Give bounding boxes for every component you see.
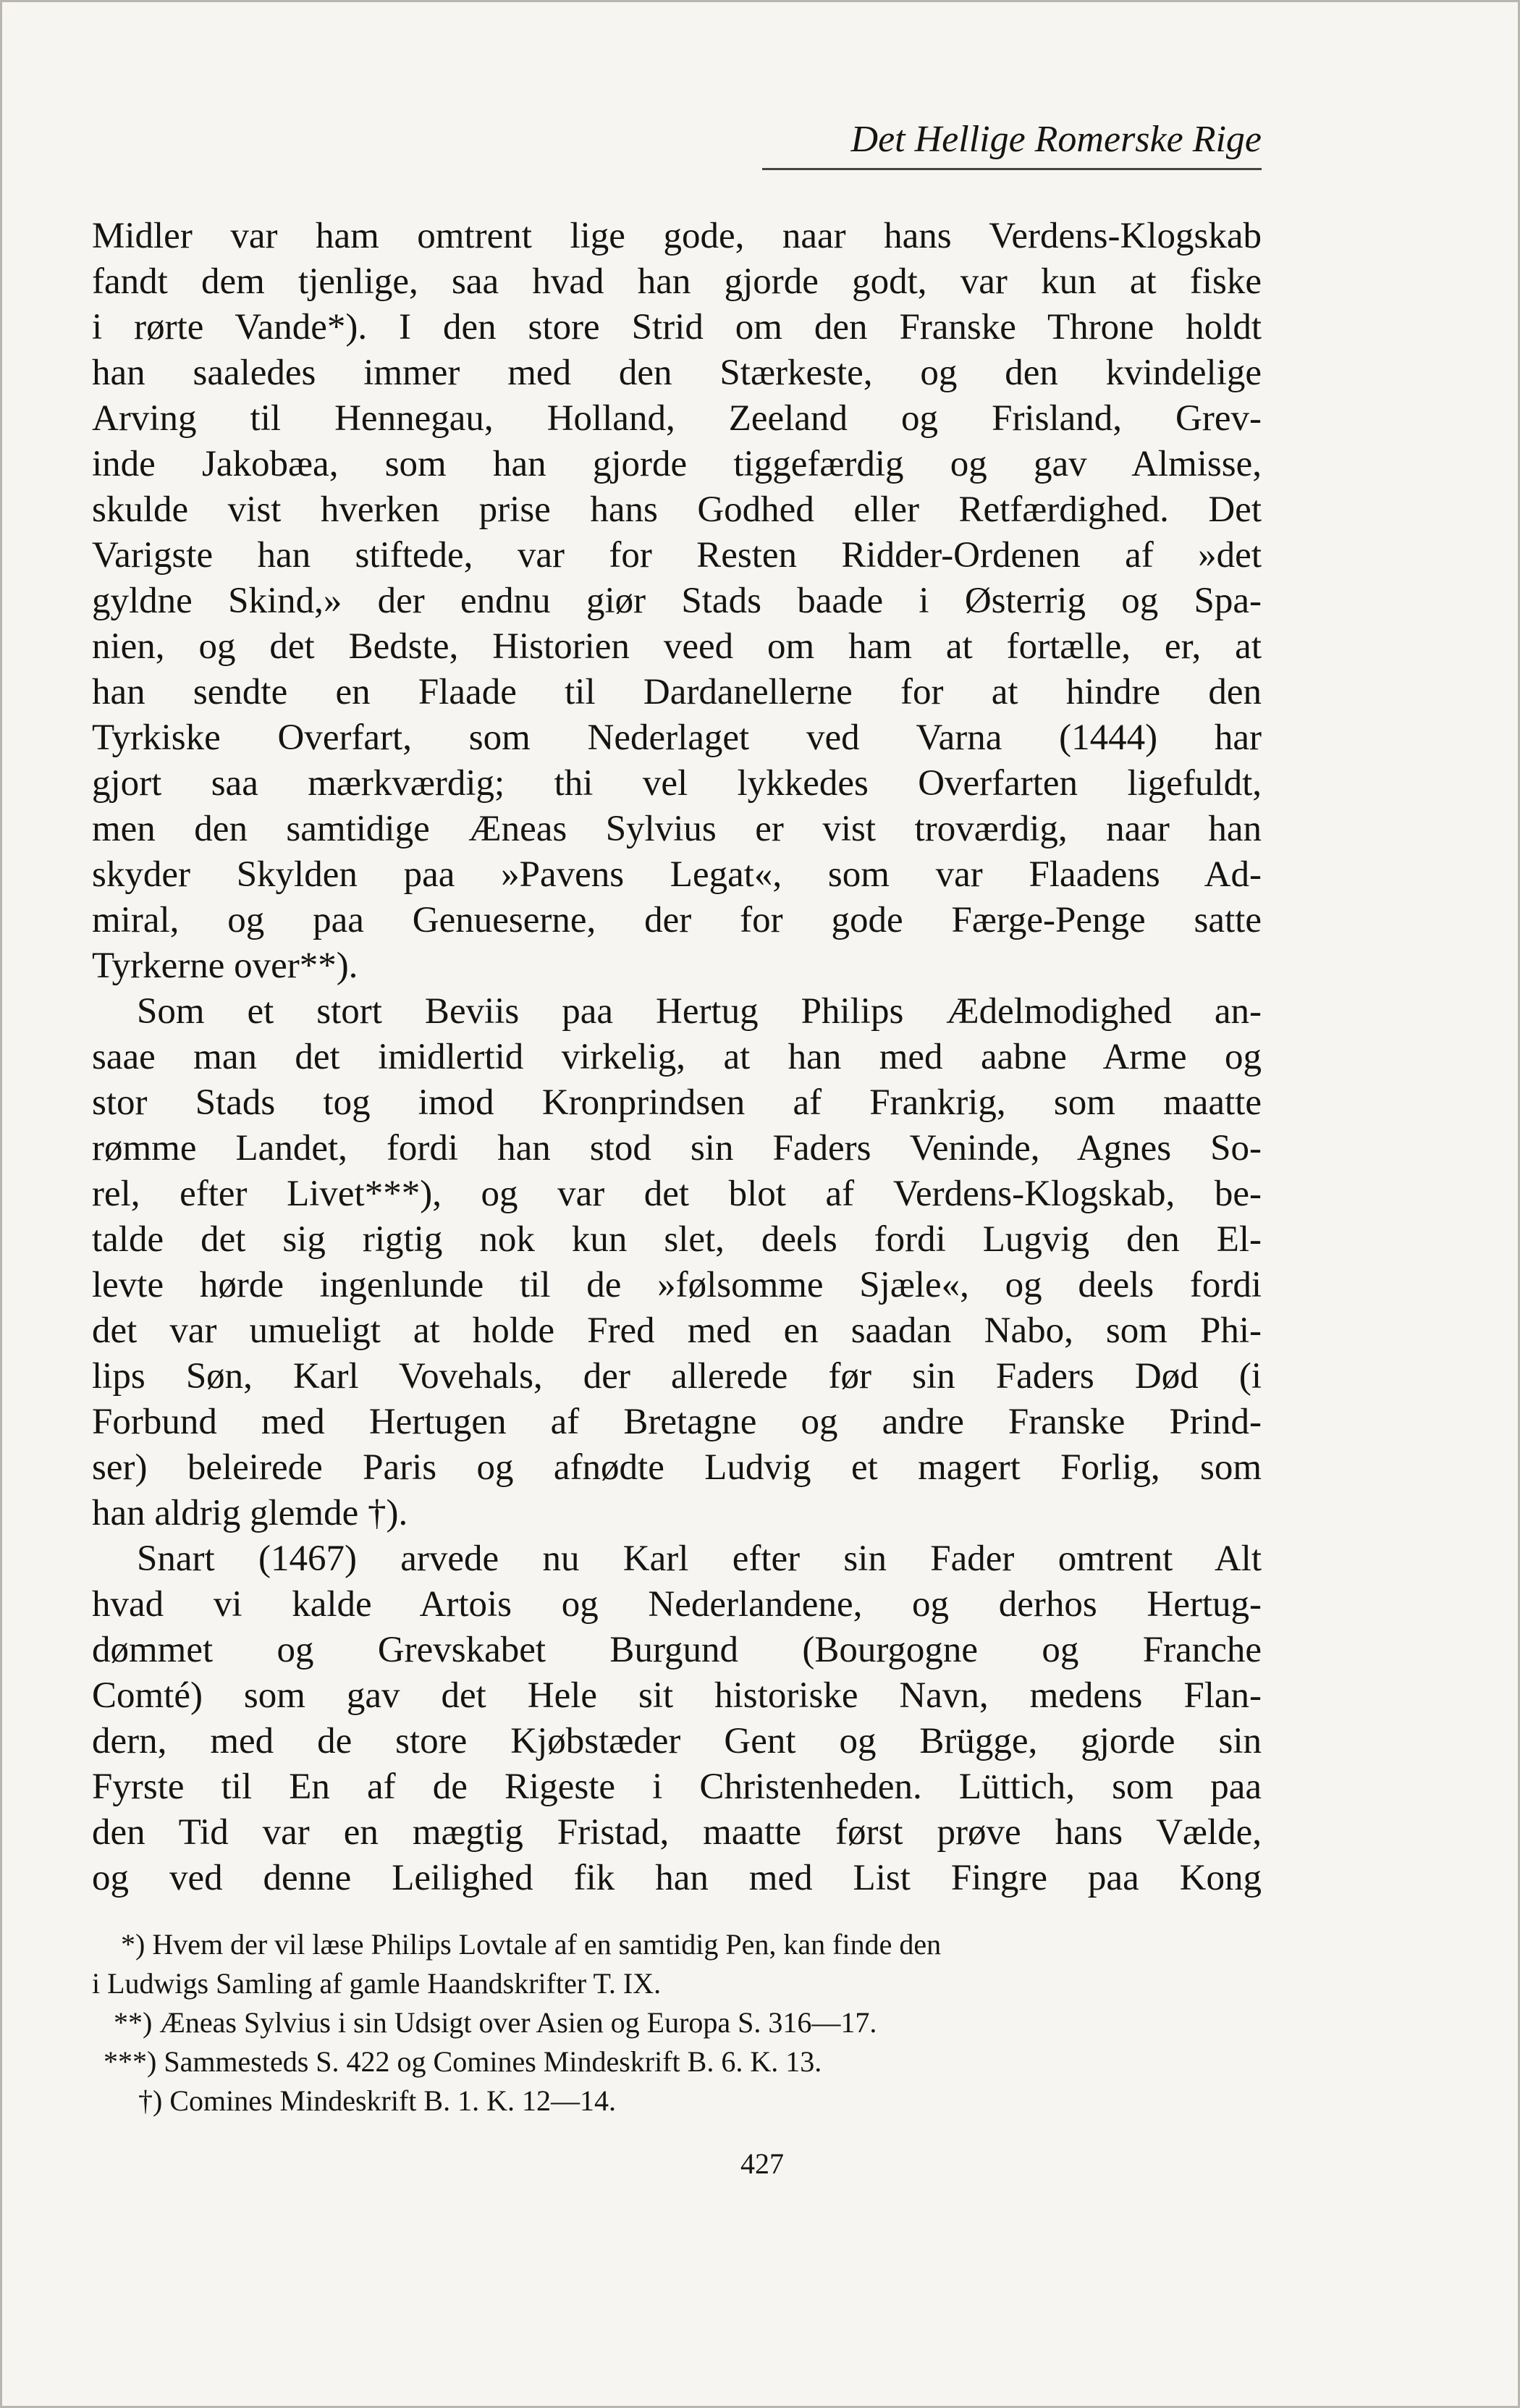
body-line: skyder Skylden paa »Pavens Legat«, som var Flaadens Ad-: [92, 854, 1262, 895]
footnote: **) Æneas Sylvius i sin Udsigt over Asien og Europa S. 316—17.: [114, 2006, 877, 2039]
running-header: Det Hellige Romerske Rige: [762, 118, 1262, 170]
body-line: og ved denne Leilighed fik han med List Fingre paa Kong: [92, 1858, 1262, 1898]
body-line: han saaledes immer med den Stærkeste, og den kvindelige: [92, 353, 1262, 393]
body-line: Midler var ham omtrent lige gode, naar hans Verdens-Klogskab: [92, 216, 1262, 256]
body-line: Fyrste til En af de Rigeste i Christenheden. Lüttich, som paa: [92, 1767, 1262, 1807]
body-line: den Tid var en mægtig Fristad, maatte først prøve hans Vælde,: [92, 1812, 1262, 1853]
body-line: rel, efter Livet***), og var det blot af Verdens-Klogskab, be-: [92, 1174, 1262, 1214]
body-line: dern, med de store Kjøbstæder Gent og Brügge, gjorde sin: [92, 1721, 1262, 1761]
body-line: inde Jakobæa, som han gjorde tiggefærdig og gav Almisse,: [92, 444, 1262, 484]
body-line: hvad vi kalde Artois og Nederlandene, og derhos Hertug-: [92, 1584, 1262, 1625]
body-line: nien, og det Bedste, Historien veed om ham at fortælle, er, at: [92, 626, 1262, 667]
body-line: Tyrkerne over**).: [92, 946, 358, 986]
body-line: skulde vist hverken prise hans Godhed eller Retfærdighed. Det: [92, 489, 1262, 530]
body-line: dømmet og Grevskabet Burgund (Bourgogne og Franche: [92, 1630, 1262, 1670]
body-line: levte hørde ingenlunde til de »følsomme Sjæle«, og deels fordi: [92, 1265, 1262, 1305]
body-line: ser) beleirede Paris og afnødte Ludvig et magert Forlig, som: [92, 1447, 1262, 1488]
body-text: [92, 214, 1262, 1901]
body-line: Snart (1467) arvede nu Karl efter sin Fader omtrent Alt: [137, 1538, 1262, 1579]
footnote: *) Hvem der vil læse Philips Lovtale af en samtidig Pen, kan finde den: [121, 1928, 942, 1961]
body-line: lips Søn, Karl Vovehals, der allerede før sin Faders Død (i: [92, 1356, 1262, 1397]
body-line: talde det sig rigtig nok kun slet, deels fordi Lugvig den El-: [92, 1219, 1262, 1260]
page-number: 427: [740, 2147, 784, 2180]
body-line: Arving til Hennegau, Holland, Zeeland og Frisland, Grev-: [92, 398, 1262, 439]
body-line: i rørte Vande*). I den store Strid om den Franske Throne holdt: [92, 307, 1262, 348]
body-line: han aldrig glemde †).: [92, 1493, 408, 1533]
body-line: gjort saa mærkværdig; thi vel lykkedes Overfarten ligefuldt,: [92, 763, 1262, 804]
footnote: ***) Sammesteds S. 422 og Comines Mindeskrift B. 6. K. 13.: [104, 2045, 822, 2078]
body-line: det var umueligt at holde Fred med en saadan Nabo, som Phi-: [92, 1310, 1262, 1351]
body-line: rømme Landet, fordi han stod sin Faders Veninde, Agnes So-: [92, 1128, 1262, 1169]
footnote: †) Comines Mindeskrift B. 1. K. 12—14.: [138, 2084, 616, 2117]
body-line: Som et stort Beviis paa Hertug Philips Ædelmodighed an-: [137, 991, 1262, 1032]
footnotes: [92, 1925, 1262, 2121]
body-line: saae man det imidlertid virkelig, at han med aabne Arme og: [92, 1037, 1262, 1077]
footnote: i Ludwigs Samling af gamle Haandskrifter T. IX.: [92, 1967, 662, 2000]
body-line: men den samtidige Æneas Sylvius er vist troværdig, naar han: [92, 809, 1262, 849]
body-line: gyldne Skind,» der endnu giør Stads baade i Østerrig og Spa-: [92, 581, 1262, 621]
body-line: Forbund med Hertugen af Bretagne og andre Franske Prind-: [92, 1402, 1262, 1442]
body-line: miral, og paa Genueserne, der for gode Færge-Penge satte: [92, 900, 1262, 940]
body-line: fandt dem tjenlige, saa hvad han gjorde godt, var kun at fiske: [92, 261, 1262, 302]
body-line: han sendte en Flaade til Dardanellerne for at hindre den: [92, 672, 1262, 712]
body-line: Comté) som gav det Hele sit historiske Navn, medens Flan-: [92, 1675, 1262, 1716]
body-line: stor Stads tog imod Kronprindsen af Frankrig, som maatte: [92, 1082, 1262, 1123]
body-line: Varigste han stiftede, var for Resten Ridder-Ordenen af »det: [92, 535, 1262, 576]
body-line: Tyrkiske Overfart, som Nederlaget ved Varna (1444) har: [92, 717, 1262, 758]
